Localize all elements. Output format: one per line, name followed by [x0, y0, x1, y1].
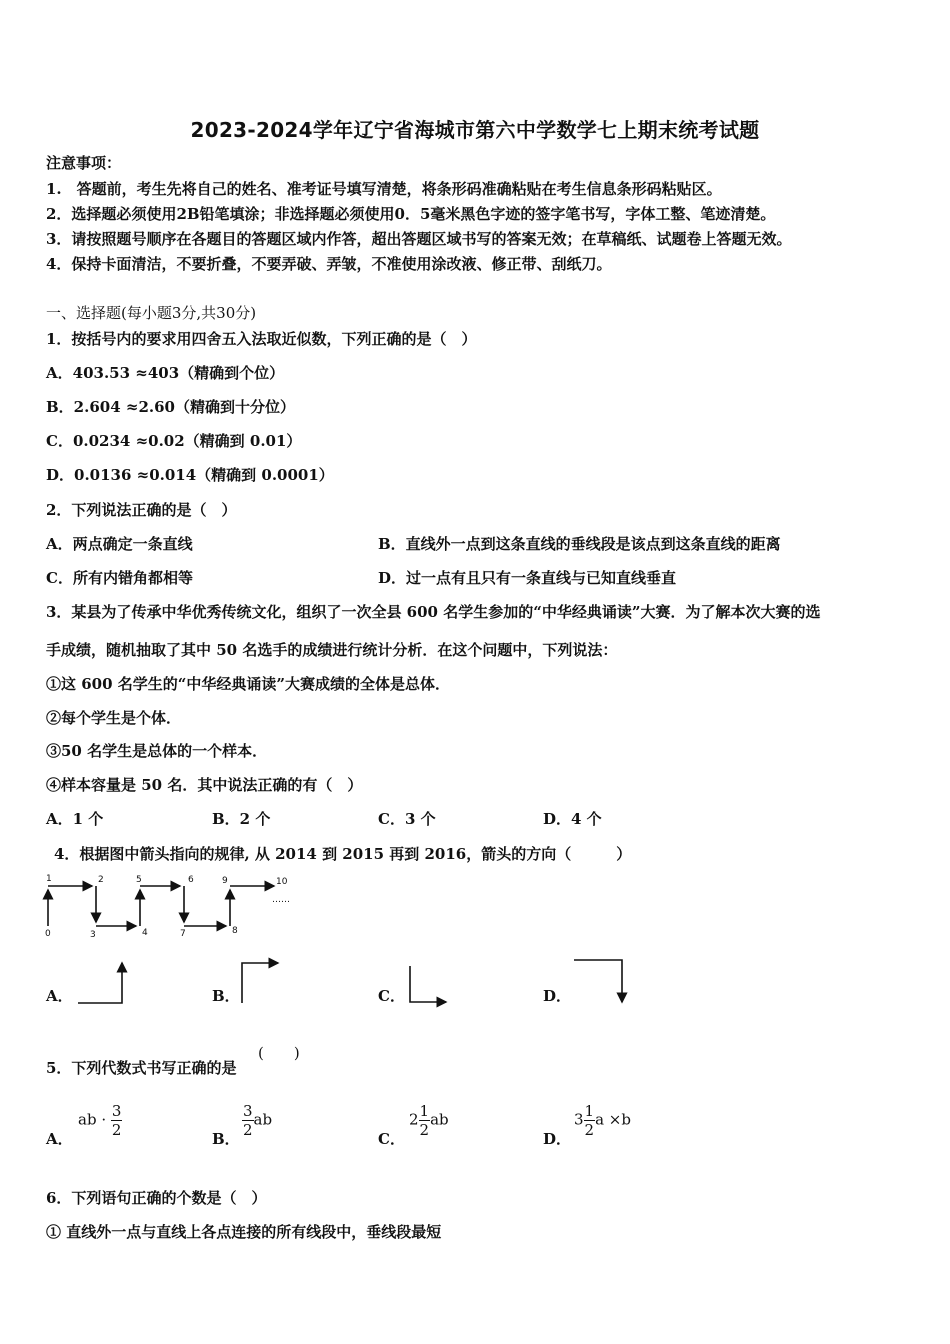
- q5-expression-a: ab · $\frac{3}{2}$: [78, 1102, 122, 1139]
- q3-statement-3: ③50 名学生是总体的一个样本．: [46, 742, 268, 760]
- figure-label: 9: [222, 876, 228, 886]
- q1-option-c: C．0.0234 ≈0.02（精确到 0.01）: [46, 432, 302, 450]
- q1-option-a: A．403.53 ≈403（精确到个位）: [46, 364, 285, 382]
- q2-option-a: A．两点确定一条直线: [46, 535, 193, 553]
- question-2-stem: 2．下列说法正确的是（ ）: [46, 501, 237, 519]
- q5-option-b: B．: [212, 1130, 240, 1148]
- q3-option-b: B．2 个: [212, 810, 271, 828]
- figure-label: 0: [45, 929, 51, 939]
- q4-option-b: B．: [212, 987, 240, 1005]
- q3-option-d: D．4 个: [543, 810, 602, 828]
- question-4-stem: 4．根据图中箭头指向的规律, 从 2014 到 2015 再到 2016，箭头的方向（ ）: [54, 845, 632, 863]
- answer-paren: ( ): [258, 1044, 300, 1062]
- q3-statement-4: ④样本容量是 50 名．其中说法正确的有（ ）: [46, 776, 363, 794]
- arrow-down-right-icon: [402, 960, 454, 1008]
- q3-statement-1: ①这 600 名学生的“中华经典诵读”大赛成绩的全体是总体．: [46, 675, 451, 693]
- arrow-up-right-icon: [236, 955, 286, 1007]
- figure-label: 2: [98, 875, 104, 885]
- notice-item: 4．保持卡面清洁，不要折叠，不要弄破、弄皱，不准使用涂改液、修正带、刮纸刀。: [46, 255, 612, 273]
- figure-label: 7: [180, 929, 186, 939]
- figure-label: 1: [46, 874, 52, 884]
- question-3-stem-cont: 手成绩，随机抽取了其中 50 名选手的成绩进行统计分析．在这个问题中，下列说法：: [46, 641, 618, 659]
- q4-option-a: A．: [46, 987, 73, 1005]
- notice-item: 2．选择题必须使用2B铅笔填涂；非选择题必须使用0．5毫米黑色字迹的签字笔书写，字体工整、笔迹清楚。: [46, 205, 776, 223]
- figure-label: 5: [136, 875, 142, 885]
- notice-heading: 注意事项：: [46, 154, 122, 172]
- notice-item: 3．请按照题号顺序在各题目的答题区域内作答，超出答题区域书写的答案无效；在草稿纸、试题卷上答题无效。: [46, 230, 792, 248]
- notice-item: 1. 答题前，考生先将自己的姓名、准考证号填写清楚，将条形码准确粘贴在考生信息条形码粘贴区。: [46, 180, 722, 198]
- q5-expression-c: 2 $\frac{1}{2}$ ab: [409, 1102, 449, 1139]
- figure-label: 6: [188, 875, 194, 885]
- arrow-right-up-icon: [74, 955, 130, 1007]
- q4-option-c: C．: [378, 987, 405, 1005]
- question-1-stem: 1．按括号内的要求用四舍五入法取近似数，下列正确的是（ ）: [46, 330, 477, 348]
- q2-option-d: D．过一点有且只有一条直线与已知直线垂直: [378, 569, 677, 587]
- q5-option-a: A．: [46, 1130, 73, 1148]
- q1-option-b: B．2.604 ≈2.60（精确到十分位）: [46, 398, 295, 416]
- question-6-stem: 6．下列语句正确的个数是（ ）: [46, 1189, 267, 1207]
- section-heading: 一、选择题(每小题3分,共30分): [46, 304, 257, 322]
- q5-option-c: C．: [378, 1130, 405, 1148]
- figure-label: 4: [142, 928, 148, 938]
- q5-expression-d: 3 $\frac{1}{2}$ a ×b: [574, 1102, 631, 1139]
- question-5-stem: 5．下列代数式书写正确的是: [46, 1059, 237, 1077]
- q5-option-d: D．: [543, 1130, 572, 1148]
- page-title: 2023-2024学年辽宁省海城市第六中学数学七上期末统考试题: [190, 118, 760, 142]
- arrow-pattern-figure: [40, 870, 310, 942]
- figure-ellipsis: ……: [272, 895, 290, 905]
- q2-option-c: C．所有内错角都相等: [46, 569, 193, 587]
- figure-label: 8: [232, 926, 238, 936]
- q3-option-a: A．1 个: [46, 810, 104, 828]
- q3-option-c: C．3 个: [378, 810, 436, 828]
- q2-option-b: B．直线外一点到这条直线的垂线段是该点到这条直线的距离: [378, 535, 781, 553]
- question-3-stem: 3．某县为了传承中华优秀传统文化，组织了一次全县 600 名学生参加的“中华经典诵读”大赛．为了解本次大赛的选: [46, 603, 821, 621]
- arrow-right-down-icon: [570, 952, 632, 1010]
- q1-option-d: D．0.0136 ≈0.014（精确到 0.0001）: [46, 466, 334, 484]
- figure-label: 3: [90, 930, 96, 940]
- q6-statement-1: ① 直线外一点与直线上各点连接的所有线段中，垂线段最短: [46, 1223, 442, 1241]
- q3-statement-2: ②每个学生是个体．: [46, 709, 182, 727]
- figure-label: 10: [276, 877, 288, 887]
- q4-option-d: D．: [543, 987, 572, 1005]
- q5-expression-b: $\frac{3}{2}$ ab: [243, 1102, 273, 1139]
